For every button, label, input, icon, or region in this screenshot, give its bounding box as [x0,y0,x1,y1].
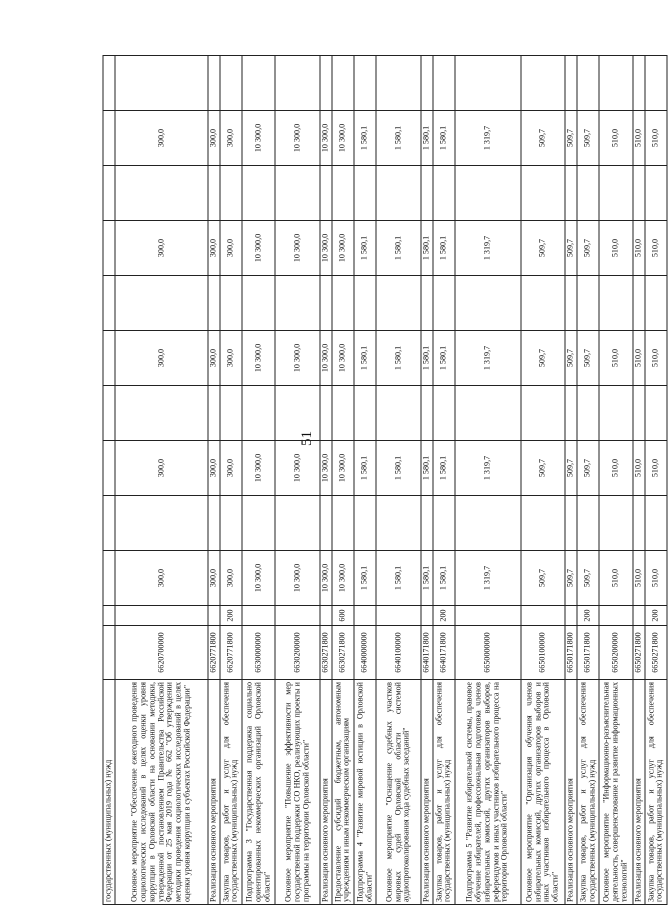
row-value-cell: 300,0 [220,221,242,276]
row-value-cell [208,276,220,331]
row-value-cell [275,496,320,551]
row-name-cell: Закупка товаров, работ и услуг для обеспечения государственных (муниципальных) нужд [577,680,599,905]
row-value-cell: 1 580,1 [433,441,455,496]
row-value-cell: 10 300,0 [275,111,320,166]
row-vr-cell [455,606,521,626]
row-vr-cell [115,606,208,626]
row-value-cell: 510,0 [599,111,632,166]
row-value-cell [103,111,115,166]
row-value-cell: 10 300,0 [332,551,354,606]
row-name-cell: Основное мероприятие "Обеспечение ежегодного проведения социологических исследований в целях оценки уровня коррупции в Орловской области на основании методики, утвержденной постановлением Правительства Российской Федерации от 25 мая 2019 года № 662 "Об утверждении методики проведения социологических исследований в целях оценки уровня коррупции в субъектах Российской Федерации" [115,680,208,905]
table-body [103,56,667,905]
row-value-cell [103,386,115,441]
row-value-cell: 509,7 [565,221,577,276]
row-value-cell: 509,7 [577,551,599,606]
row-value-cell [332,56,354,111]
row-value-cell [332,166,354,221]
row-code-cell: 6640000000 [354,626,376,680]
row-value-cell [455,56,521,111]
row-value-cell [577,166,599,221]
row-value-cell: 1 580,1 [421,111,433,166]
row-value-cell: 510,0 [645,111,667,166]
row-value-cell: 1 580,1 [354,111,376,166]
row-value-cell: 300,0 [208,551,220,606]
row-value-cell [354,496,376,551]
row-value-cell [354,386,376,441]
table-row [521,56,566,905]
row-vr-cell [354,606,376,626]
row-value-cell: 1 580,1 [354,441,376,496]
row-value-cell [455,386,521,441]
row-value-cell [599,386,632,441]
row-value-cell [633,276,645,331]
row-name-cell: Реализация основного мероприятия [565,680,577,905]
row-value-cell [208,166,220,221]
row-value-cell [332,386,354,441]
row-vr-cell [421,606,433,626]
row-value-cell: 1 580,1 [354,551,376,606]
budget-table [103,55,668,905]
row-value-cell: 1 580,1 [433,551,455,606]
row-vr-cell [320,606,332,626]
row-value-cell [433,496,455,551]
row-value-cell [433,166,455,221]
row-value-cell [275,386,320,441]
row-value-cell [433,276,455,331]
row-value-cell [320,496,332,551]
row-code-cell: 6650271800 [645,626,667,680]
row-value-cell: 10 300,0 [320,331,332,386]
row-value-cell [633,56,645,111]
row-value-cell [645,276,667,331]
row-value-cell [103,166,115,221]
row-value-cell [633,496,645,551]
row-value-cell [275,56,320,111]
row-value-cell: 1 580,1 [421,331,433,386]
row-code-cell: 6620700000 [115,626,208,680]
row-value-cell: 509,7 [521,331,566,386]
row-value-cell: 509,7 [577,221,599,276]
row-name-cell: Подпрограмма 4 "Развитие мировой юстиции в Орловской области" [354,680,376,905]
row-value-cell [115,496,208,551]
row-value-cell: 10 300,0 [275,551,320,606]
row-name-cell: Основное мероприятие "Оснащение судебных участков мировых судей Орловской области системой аудиопротоколирования хода судебных заседаний" [376,680,421,905]
row-value-cell: 300,0 [115,111,208,166]
row-value-cell [376,276,421,331]
table-row [376,56,421,905]
row-value-cell: 10 300,0 [275,221,320,276]
row-value-cell: 1 580,1 [433,111,455,166]
row-value-cell [521,166,566,221]
row-value-cell: 510,0 [645,441,667,496]
row-value-cell [103,331,115,386]
table-row [115,56,208,905]
row-vr-cell [565,606,577,626]
row-value-cell [421,56,433,111]
row-value-cell [220,386,242,441]
row-vr-cell: 600 [332,606,354,626]
table-row [275,56,320,905]
row-value-cell: 1 319,7 [455,111,521,166]
row-vr-cell [275,606,320,626]
row-value-cell: 509,7 [565,441,577,496]
row-value-cell [332,496,354,551]
row-value-cell [320,56,332,111]
row-value-cell: 509,7 [565,111,577,166]
row-value-cell: 300,0 [220,331,242,386]
row-vr-cell [208,606,220,626]
row-value-cell: 10 300,0 [320,111,332,166]
table-row [320,56,332,905]
row-value-cell [433,56,455,111]
row-value-cell: 510,0 [599,441,632,496]
row-name-cell: Предоставление субсидий бюджетным, автономным учреждениям и иным некоммерческим организациям [332,680,354,905]
row-value-cell: 10 300,0 [275,441,320,496]
row-value-cell: 1 580,1 [354,221,376,276]
row-value-cell [565,496,577,551]
row-value-cell [242,276,275,331]
row-value-cell [421,496,433,551]
row-value-cell: 10 300,0 [332,331,354,386]
row-value-cell: 1 580,1 [376,221,421,276]
table-row [242,56,275,905]
row-value-cell [455,276,521,331]
row-code-cell: 6650271800 [633,626,645,680]
table-row [455,56,521,905]
row-value-cell [103,56,115,111]
row-value-cell: 1 580,1 [421,551,433,606]
row-code-cell: 6640100000 [376,626,421,680]
row-code-cell: 6640171800 [421,626,433,680]
row-vr-cell: 200 [433,606,455,626]
row-value-cell [565,386,577,441]
row-value-cell: 300,0 [208,331,220,386]
row-value-cell: 1 580,1 [354,331,376,386]
row-value-cell: 300,0 [220,551,242,606]
row-value-cell: 10 300,0 [320,441,332,496]
row-vr-cell [103,606,115,626]
row-value-cell: 10 300,0 [332,441,354,496]
table-row [332,56,354,905]
row-value-cell [577,56,599,111]
table-row [599,56,632,905]
row-value-cell [103,496,115,551]
row-name-cell: Реализация основного мероприятия [633,680,645,905]
row-value-cell [354,276,376,331]
row-value-cell [577,386,599,441]
row-value-cell: 509,7 [565,551,577,606]
row-vr-cell [633,606,645,626]
table-row [354,56,376,905]
row-value-cell: 300,0 [220,441,242,496]
page-number: 51 [299,431,315,446]
row-value-cell: 510,0 [599,331,632,386]
row-code-cell: 6630271800 [320,626,332,680]
row-value-cell [220,166,242,221]
row-value-cell [103,441,115,496]
row-code-cell [103,626,115,680]
row-value-cell [645,56,667,111]
row-value-cell [275,166,320,221]
row-name-cell: Основное мероприятие "Повышение эффективности мер государственной поддержки СО НКО, реализующих проекты и программы на территории Орловской области" [275,680,320,905]
row-value-cell [208,496,220,551]
row-value-cell [115,276,208,331]
row-value-cell [320,276,332,331]
row-value-cell: 1 580,1 [376,111,421,166]
row-value-cell [320,166,332,221]
row-name-cell: Реализация основного мероприятия [320,680,332,905]
row-value-cell [242,166,275,221]
row-value-cell [565,56,577,111]
row-value-cell: 300,0 [115,331,208,386]
row-value-cell: 10 300,0 [320,221,332,276]
row-value-cell [433,386,455,441]
row-value-cell: 510,0 [633,441,645,496]
row-value-cell: 1 580,1 [376,331,421,386]
budget-table-rotated [103,55,668,905]
row-name-cell: Закупка товаров, работ и услуг для обеспечения государственных (муниципальных) нужд [220,680,242,905]
row-value-cell [565,166,577,221]
table-row [633,56,645,905]
row-code-cell: 6640171800 [433,626,455,680]
row-value-cell [242,386,275,441]
row-value-cell: 10 300,0 [275,331,320,386]
row-value-cell: 300,0 [208,441,220,496]
row-value-cell: 1 319,7 [455,551,521,606]
row-value-cell [115,166,208,221]
row-value-cell [599,276,632,331]
row-value-cell [455,496,521,551]
row-vr-cell: 200 [220,606,242,626]
row-value-cell [645,386,667,441]
row-value-cell: 509,7 [577,111,599,166]
row-value-cell [645,166,667,221]
row-value-cell: 1 319,7 [455,331,521,386]
row-value-cell [208,386,220,441]
row-value-cell: 509,7 [521,221,566,276]
row-value-cell: 510,0 [645,221,667,276]
row-value-cell [332,276,354,331]
row-value-cell: 509,7 [521,551,566,606]
row-value-cell: 10 300,0 [242,551,275,606]
row-value-cell [376,496,421,551]
row-value-cell [599,496,632,551]
row-value-cell [599,56,632,111]
row-value-cell: 510,0 [633,551,645,606]
row-name-cell: Подпрограмма 3 "Государственная поддержка социально ориентированных некоммерческих организаций Орловской области" [242,680,275,905]
row-value-cell [376,166,421,221]
row-value-cell: 1 319,7 [455,441,521,496]
row-value-cell: 10 300,0 [242,221,275,276]
row-value-cell [455,166,521,221]
row-value-cell: 509,7 [521,441,566,496]
row-value-cell: 10 300,0 [332,111,354,166]
row-value-cell: 510,0 [645,331,667,386]
row-value-cell [599,166,632,221]
row-value-cell: 1 580,1 [376,441,421,496]
row-value-cell [421,276,433,331]
row-value-cell: 510,0 [633,331,645,386]
row-value-cell: 10 300,0 [242,441,275,496]
row-value-cell [421,166,433,221]
row-value-cell [376,56,421,111]
row-value-cell [521,56,566,111]
row-name-cell: Основное мероприятие "Организация обучения членов избирательных комиссий, других организаторов выборов и иных участников избирательного процесса в Орловской области" [521,680,566,905]
row-vr-cell [242,606,275,626]
row-vr-cell [521,606,566,626]
row-value-cell [220,56,242,111]
row-value-cell [376,386,421,441]
row-value-cell [354,166,376,221]
row-value-cell [577,276,599,331]
row-value-cell: 300,0 [115,551,208,606]
row-code-cell: 6630271800 [332,626,354,680]
row-value-cell [115,56,208,111]
row-value-cell [565,276,577,331]
row-code-cell: 6630000000 [242,626,275,680]
row-code-cell: 6620771800 [208,626,220,680]
row-value-cell: 10 300,0 [320,551,332,606]
row-value-cell: 300,0 [115,221,208,276]
row-value-cell: 1 580,1 [433,221,455,276]
row-code-cell: 6630200000 [275,626,320,680]
row-value-cell: 300,0 [115,441,208,496]
row-vr-cell: 200 [577,606,599,626]
row-value-cell: 10 300,0 [332,221,354,276]
row-vr-cell: 200 [645,606,667,626]
row-value-cell: 300,0 [208,111,220,166]
row-name-cell: Реализация основного мероприятия [208,680,220,905]
row-name-cell: Реализация основного мероприятия [421,680,433,905]
row-value-cell [103,551,115,606]
row-vr-cell [376,606,421,626]
row-value-cell: 10 300,0 [242,331,275,386]
row-value-cell: 509,7 [521,111,566,166]
row-value-cell [633,166,645,221]
row-value-cell [208,56,220,111]
row-value-cell: 510,0 [645,551,667,606]
table-row [565,56,577,905]
table-row [645,56,667,905]
row-value-cell: 510,0 [633,221,645,276]
row-code-cell: 6650171800 [565,626,577,680]
row-value-cell: 509,7 [577,331,599,386]
table-row [208,56,220,905]
table-row [220,56,242,905]
table-row [421,56,433,905]
row-value-cell: 509,7 [577,441,599,496]
table-row [433,56,455,905]
row-code-cell: 6620771800 [220,626,242,680]
row-code-cell: 6650000000 [455,626,521,680]
row-name-cell: Основное мероприятие "Информационно-разъяснительная деятельность, совершенствование и развитие информационных технологий" [599,680,632,905]
row-value-cell [275,276,320,331]
row-value-cell: 1 580,1 [421,221,433,276]
row-name-cell: Закупка товаров, работ и услуг для обеспечения государственных (муниципальных) нужд [433,680,455,905]
row-value-cell [521,386,566,441]
table-row [577,56,599,905]
row-value-cell [242,496,275,551]
row-value-cell: 300,0 [220,111,242,166]
row-value-cell [521,496,566,551]
row-value-cell: 509,7 [565,331,577,386]
row-value-cell: 510,0 [599,221,632,276]
row-name-cell: Подпрограмма 5 "Развитие избирательной системы, правовое обучение избирателей, профессиональная подготовка членов избирательных комиссий, других организаторов выборов, референдумов и иных участников избирательного процесса на территории Орловской области" [455,680,521,905]
row-value-cell [115,386,208,441]
row-value-cell [103,276,115,331]
row-value-cell [220,276,242,331]
row-value-cell [320,386,332,441]
row-value-cell: 510,0 [599,551,632,606]
row-value-cell [633,386,645,441]
row-name-cell: государственных (муниципальных) нужд [103,680,115,905]
row-value-cell: 510,0 [633,111,645,166]
row-value-cell: 1 580,1 [376,551,421,606]
row-value-cell [421,386,433,441]
row-value-cell [521,276,566,331]
row-name-cell: Закупка товаров, работ и услуг для обеспечения государственных (муниципальных) нужд [645,680,667,905]
row-value-cell: 1 580,1 [421,441,433,496]
row-value-cell: 10 300,0 [242,111,275,166]
row-code-cell: 6650100000 [521,626,566,680]
row-value-cell [645,496,667,551]
table-row [103,56,115,905]
row-code-cell: 6650200000 [599,626,632,680]
row-value-cell: 300,0 [208,221,220,276]
row-value-cell [242,56,275,111]
row-value-cell: 1 319,7 [455,221,521,276]
row-value-cell: 1 580,1 [433,331,455,386]
row-value-cell [103,221,115,276]
row-value-cell [354,56,376,111]
row-value-cell [220,496,242,551]
row-code-cell: 6650171800 [577,626,599,680]
row-value-cell [577,496,599,551]
row-vr-cell [599,606,632,626]
